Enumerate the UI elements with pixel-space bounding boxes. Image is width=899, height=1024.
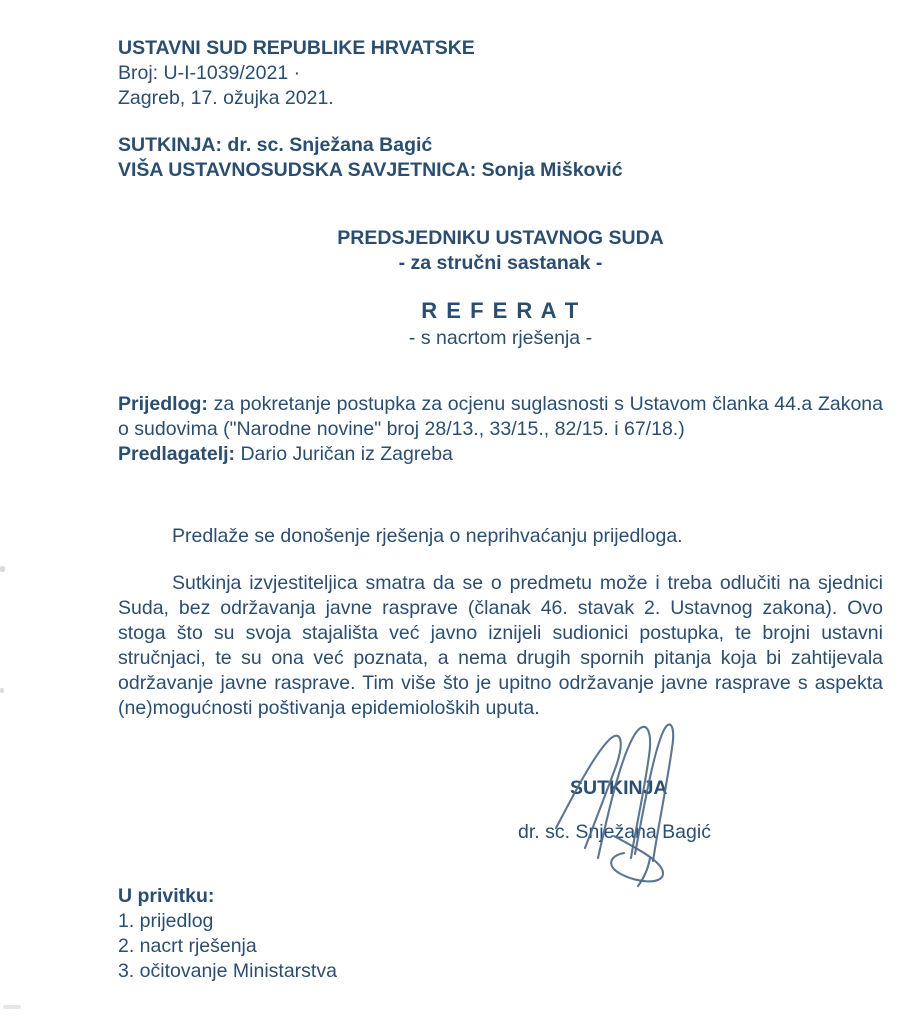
- letterhead: [118, 36, 883, 111]
- body-paragraph-2: Sutkinja izvjestiteljica smatra da se o predmetu može i treba odlučiti na sjednici Suda, bez održavanja javne rasprave (članak 46. stavak 2. Ustavnog zakona). Ovo stoga što su svoja stajališta već javno iznijeli sudionici postupka, te brojni ustavni stručnjaci, te su ona već poznata, a nema drugih spornih pitanja koja bi zahtijevala održavanje javne rasprave. Tim više što je upitno održavanje javne rasprave s aspekta (ne)mogućnosti poštivanja epidemioloških uputa.: [118, 572, 883, 719]
- addressee-line2: - za stručni sastanak -: [398, 252, 603, 274]
- addressee-block: [118, 226, 883, 276]
- institution-name: USTAVNI SUD REPUBLIKE HRVATSKE: [118, 37, 475, 59]
- proposer-line: [118, 442, 883, 467]
- proposal-paragraph: [118, 392, 883, 442]
- attachment-item: 2. nacrt rješenja: [118, 935, 257, 957]
- attachments-label: U privitku:: [118, 885, 215, 907]
- attachments-block: [118, 884, 883, 984]
- case-number: Broj: U-I-1039/2021 ·: [118, 62, 301, 84]
- place-date: Zagreb, 17. ožujka 2021.: [118, 87, 334, 109]
- signature-role: SUTKINJA: [570, 777, 668, 799]
- signature-name: dr. sc. Snježana Bagić: [518, 821, 711, 843]
- proposer-label: Predlagatelj:: [118, 443, 236, 465]
- proposal-text: za pokretanje postupka za ocjenu suglasnosti s Ustavom članka 44.a Zakona o sudovima ("Narodne novine" broj 28/13., 33/15., 82/15. i 67/18.): [118, 393, 883, 440]
- attachment-item: 1. prijedlog: [118, 910, 214, 932]
- scan-artifact: [3, 1005, 21, 1009]
- officials-block: [118, 133, 883, 183]
- judge-line: SUTKINJA: dr. sc. Snježana Bagić: [118, 134, 433, 156]
- body-paragraph-1: Predlaže se donošenje rješenja o neprihvaćanju prijedloga.: [172, 525, 683, 547]
- proposal-label: Prijedlog:: [118, 393, 208, 415]
- document-title-block: [118, 296, 883, 351]
- scan-artifact: [0, 566, 5, 572]
- proposer-text: Dario Juričan iz Zagreba: [235, 443, 453, 465]
- document-subtitle: - s nacrtom rješenja -: [408, 327, 593, 349]
- scan-artifact: [0, 688, 4, 693]
- proposal-block: [118, 392, 883, 467]
- document-title: R E F E R A T: [421, 298, 580, 323]
- attachment-item: 3. očitovanje Ministarstva: [118, 960, 337, 982]
- addressee-line1: PREDSJEDNIKU USTAVNOG SUDA: [337, 227, 664, 249]
- advisor-line: VIŠA USTAVNOSUDSKA SAVJETNICA: Sonja Mišković: [118, 159, 623, 181]
